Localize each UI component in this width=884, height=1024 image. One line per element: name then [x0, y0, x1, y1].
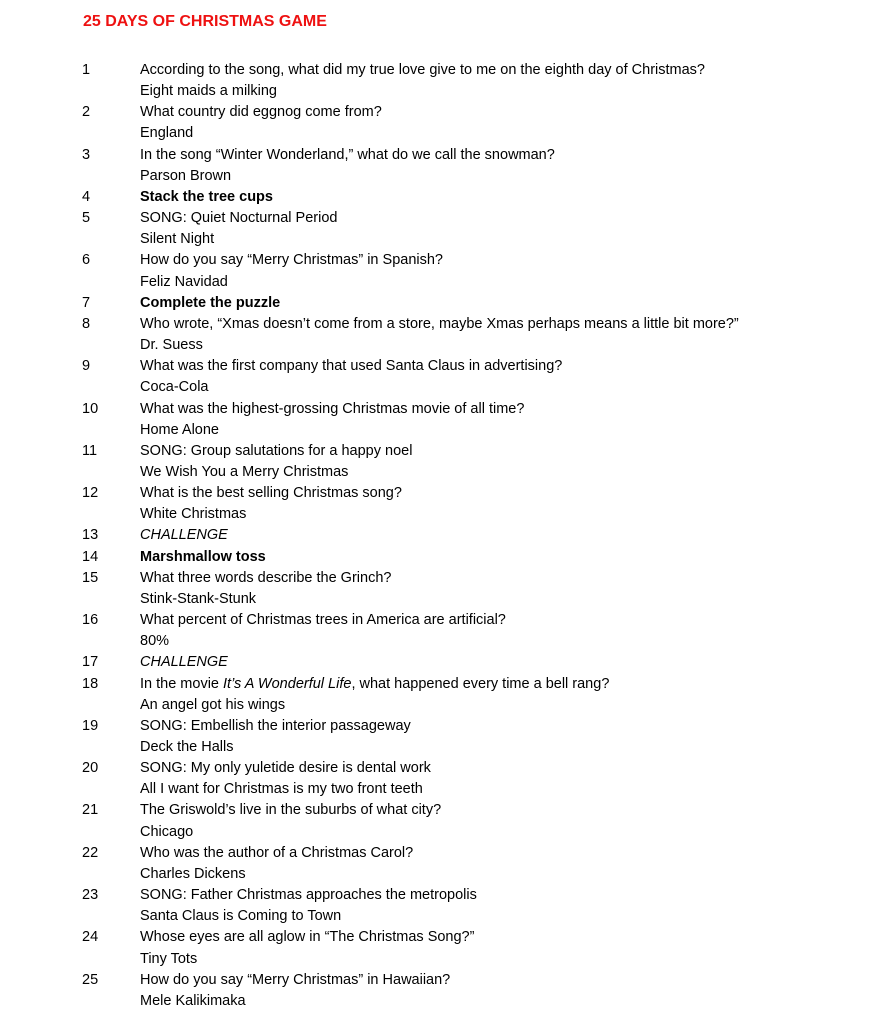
item-number: 7	[82, 294, 91, 311]
item-answer: Charles Dickens	[140, 865, 246, 882]
list-item	[0, 843, 884, 885]
item-answer: Silent Night	[140, 231, 215, 248]
list-item	[0, 60, 884, 102]
list-item	[0, 102, 884, 144]
item-number: 15	[82, 569, 99, 586]
item-answer: An angel got his wings	[140, 696, 286, 713]
item-number: 12	[82, 485, 99, 502]
item-question: SONG: Embellish the interior passageway	[140, 717, 411, 734]
item-number: 3	[82, 146, 91, 163]
question-suffix: , what happened every time a bell rang?	[351, 675, 610, 692]
item-answer: White Christmas	[140, 506, 247, 523]
page-title: 25 DAYS OF CHRISTMAS GAME	[83, 13, 327, 30]
item-answer: 80%	[140, 633, 170, 650]
item-answer: Santa Claus is Coming to Town	[140, 908, 342, 925]
item-answer: We Wish You a Merry Christmas	[140, 463, 349, 480]
item-question: According to the song, what did my true love give to me on the eighth day of Christmas?	[140, 62, 705, 78]
item-number: 21	[82, 802, 99, 819]
item-question: Who was the author of a Christmas Carol?	[140, 844, 414, 861]
list-item	[0, 187, 884, 208]
item-answer: Eight maids a milking	[140, 83, 277, 100]
item-challenge: CHALLENGE	[140, 654, 228, 671]
list-item	[0, 356, 884, 398]
item-number: 1	[82, 62, 91, 78]
item-question: What was the highest-grossing Christmas movie of all time?	[140, 400, 525, 417]
item-question	[140, 674, 884, 695]
item-answer: Parson Brown	[140, 167, 232, 184]
item-challenge: CHALLENGE	[140, 527, 228, 544]
item-answer: Home Alone	[140, 421, 219, 438]
list-item	[0, 525, 884, 546]
list-item	[0, 758, 884, 800]
item-number: 5	[82, 210, 91, 227]
item-answer: Tiny Tots	[140, 950, 198, 967]
item-answer: Deck the Halls	[140, 739, 234, 755]
item-answer: England	[140, 125, 194, 142]
item-number: 23	[82, 887, 99, 904]
list-item	[0, 800, 884, 842]
item-number: 24	[82, 929, 99, 946]
item-question: What is the best selling Christmas song?	[140, 485, 402, 502]
question-prefix: In the movie	[140, 675, 224, 692]
list-item	[0, 885, 884, 927]
list-item	[0, 208, 884, 250]
item-number: 25	[82, 971, 99, 988]
item-question: What was the first company that used Santa Claus in advertising?	[140, 358, 563, 375]
item-question: What percent of Christmas trees in America are artificial?	[140, 612, 506, 629]
item-question: SONG: My only yuletide desire is dental work	[140, 760, 431, 777]
item-number: 10	[82, 400, 99, 417]
item-answer: Dr. Suess	[140, 337, 203, 354]
list-item	[0, 441, 884, 483]
list-item	[0, 314, 884, 356]
movie-title: It’s A Wonderful Life	[223, 675, 352, 692]
item-question: Who wrote, “Xmas doesn’t come from a store, maybe Xmas perhaps means a little bit more?”	[140, 315, 739, 332]
item-answer: Feliz Navidad	[140, 273, 228, 290]
item-question: How do you say “Merry Christmas” in Hawaiian?	[140, 971, 451, 988]
item-question: Whose eyes are all aglow in “The Christmas Song?”	[140, 929, 475, 946]
item-number: 8	[82, 315, 91, 332]
item-number: 22	[82, 844, 99, 861]
list-item	[0, 674, 884, 716]
item-number: 11	[82, 442, 98, 459]
list-item	[0, 652, 884, 673]
item-number: 14	[82, 548, 99, 565]
list-item	[0, 293, 884, 314]
item-number: 17	[82, 654, 99, 671]
item-answer: All I want for Christmas is my two front teeth	[140, 781, 423, 798]
item-answer: Stink-Stank-Stunk	[140, 590, 257, 607]
item-activity: Stack the tree cups	[140, 188, 273, 205]
list-item	[0, 483, 884, 525]
item-question: What three words describe the Grinch?	[140, 569, 392, 586]
item-answer: Chicago	[140, 823, 194, 840]
item-number: 16	[82, 612, 99, 629]
item-number: 2	[82, 104, 91, 121]
item-answer: Coca-Cola	[140, 379, 209, 396]
item-question: SONG: Father Christmas approaches the metropolis	[140, 887, 477, 904]
item-question: The Griswold’s live in the suburbs of what city?	[140, 802, 442, 819]
item-activity: Marshmallow toss	[140, 548, 266, 565]
item-activity: Complete the puzzle	[140, 294, 281, 311]
list-item	[0, 927, 884, 969]
list-item	[0, 716, 884, 758]
item-question: How do you say “Merry Christmas” in Spanish?	[140, 252, 443, 269]
item-number: 13	[82, 527, 99, 544]
item-question: SONG: Group salutations for a happy noel	[140, 442, 413, 459]
list-item	[0, 610, 884, 652]
list-item	[0, 547, 884, 568]
item-number: 19	[82, 717, 99, 734]
item-number: 20	[82, 760, 99, 777]
list-item	[0, 145, 884, 187]
item-question: What country did eggnog come from?	[140, 104, 382, 121]
list-item	[0, 250, 884, 292]
item-question: SONG: Quiet Nocturnal Period	[140, 210, 338, 227]
item-number: 4	[82, 188, 91, 205]
item-answer: Mele Kalikimaka	[140, 992, 246, 1009]
item-number: 18	[82, 675, 99, 692]
list-item	[0, 970, 884, 1012]
item-question: In the song “Winter Wonderland,” what do we call the snowman?	[140, 146, 555, 163]
list-item	[0, 568, 884, 610]
question-list	[0, 60, 884, 1012]
item-number: 6	[82, 252, 91, 269]
item-number: 9	[82, 358, 91, 375]
list-item	[0, 399, 884, 441]
